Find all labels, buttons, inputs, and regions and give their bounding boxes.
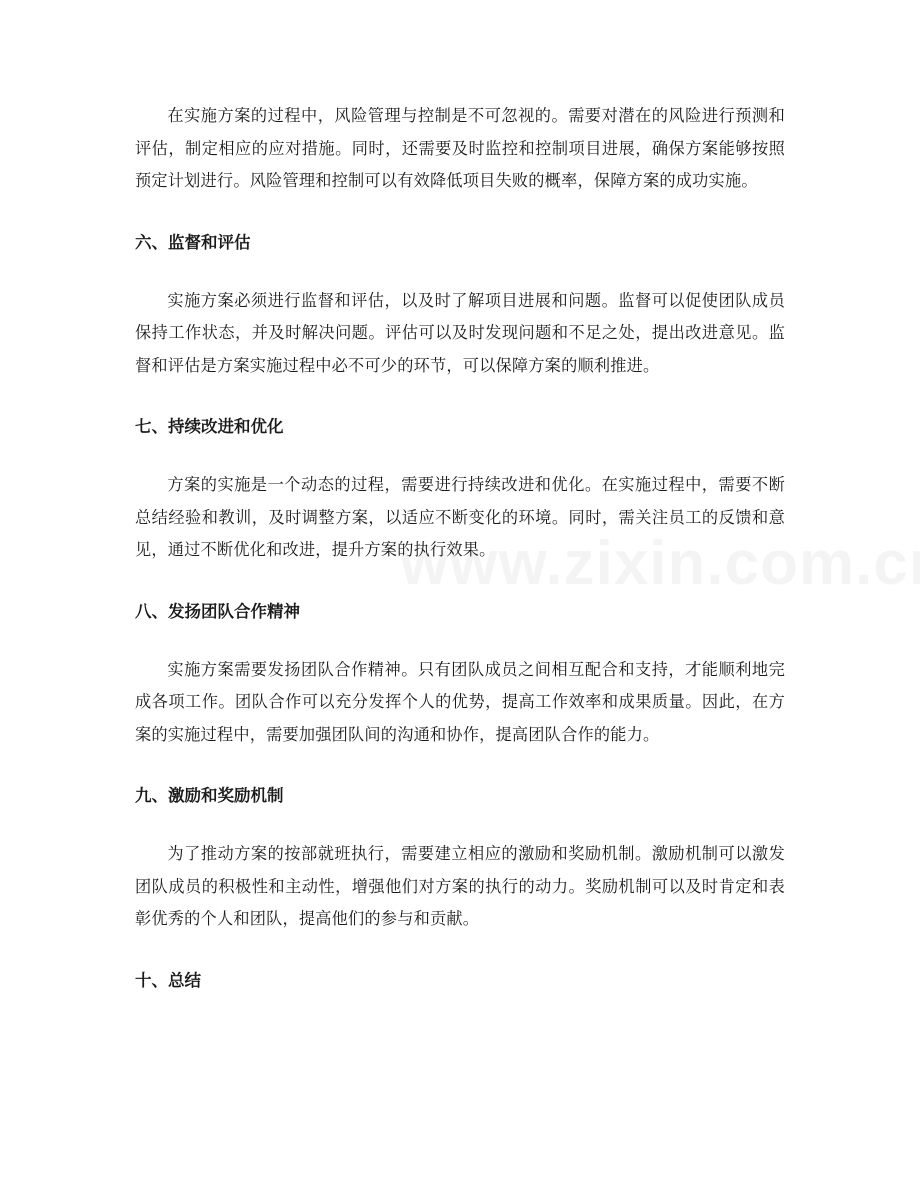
section-8-paragraph: 实施方案需要发扬团队合作精神。只有团队成员之间相互配合和支持，才能顺利地完成各项工作。团队合作可以充分发挥个人的优势，提高工作效率和成果质量。因此，在方案的实施过程中，需要加强团队间的沟通和协作，提高团队合作的能力。	[135, 659, 785, 744]
section-6-heading: 六、监督和评估	[135, 232, 251, 252]
document-body	[135, 100, 785, 997]
section-7-paragraph: 方案的实施是一个动态的过程，需要进行持续改进和优化。在实施过程中，需要不断总结经验和教训，及时调整方案，以适应不断变化的环境。同时，需关注员工的反馈和意见，通过不断优化和改进，提升方案的执行效果。	[135, 475, 785, 559]
section-7-heading: 七、持续改进和优化	[135, 417, 284, 436]
section-6-paragraph: 实施方案必须进行监督和评估，以及时了解项目进展和问题。监督可以促使团队成员保持工作状态，并及时解决问题。评估可以及时发现问题和不足之处，提出改进意见。监督和评估是方案实施过程中必不可少的环节，可以保障方案的顺利推进。	[135, 290, 785, 375]
section-8-heading: 八、发扬团队合作精神	[135, 601, 300, 621]
section-9-paragraph: 为了推动方案的按部就班执行，需要建立相应的激励和奖励机制。激励机制可以激发团队成员的积极性和主动性，增强他们对方案的执行的动力。奖励机制可以及时肯定和表彰优秀的个人和团队，提高他们的参与和贡献。	[135, 844, 785, 928]
section-9-heading: 九、激励和奖励机制	[135, 786, 284, 805]
intro-paragraph: 在实施方案的过程中，风险管理与控制是不可忽视的。需要对潜在的风险进行预测和评估，制定相应的应对措施。同时，还需要及时监控和控制项目进展，确保方案能够按照预定计划进行。风险管理和控制可以有效降低项目失败的概率，保障方案的成功实施。	[135, 106, 785, 190]
section-10-heading: 十、总结	[135, 970, 201, 990]
